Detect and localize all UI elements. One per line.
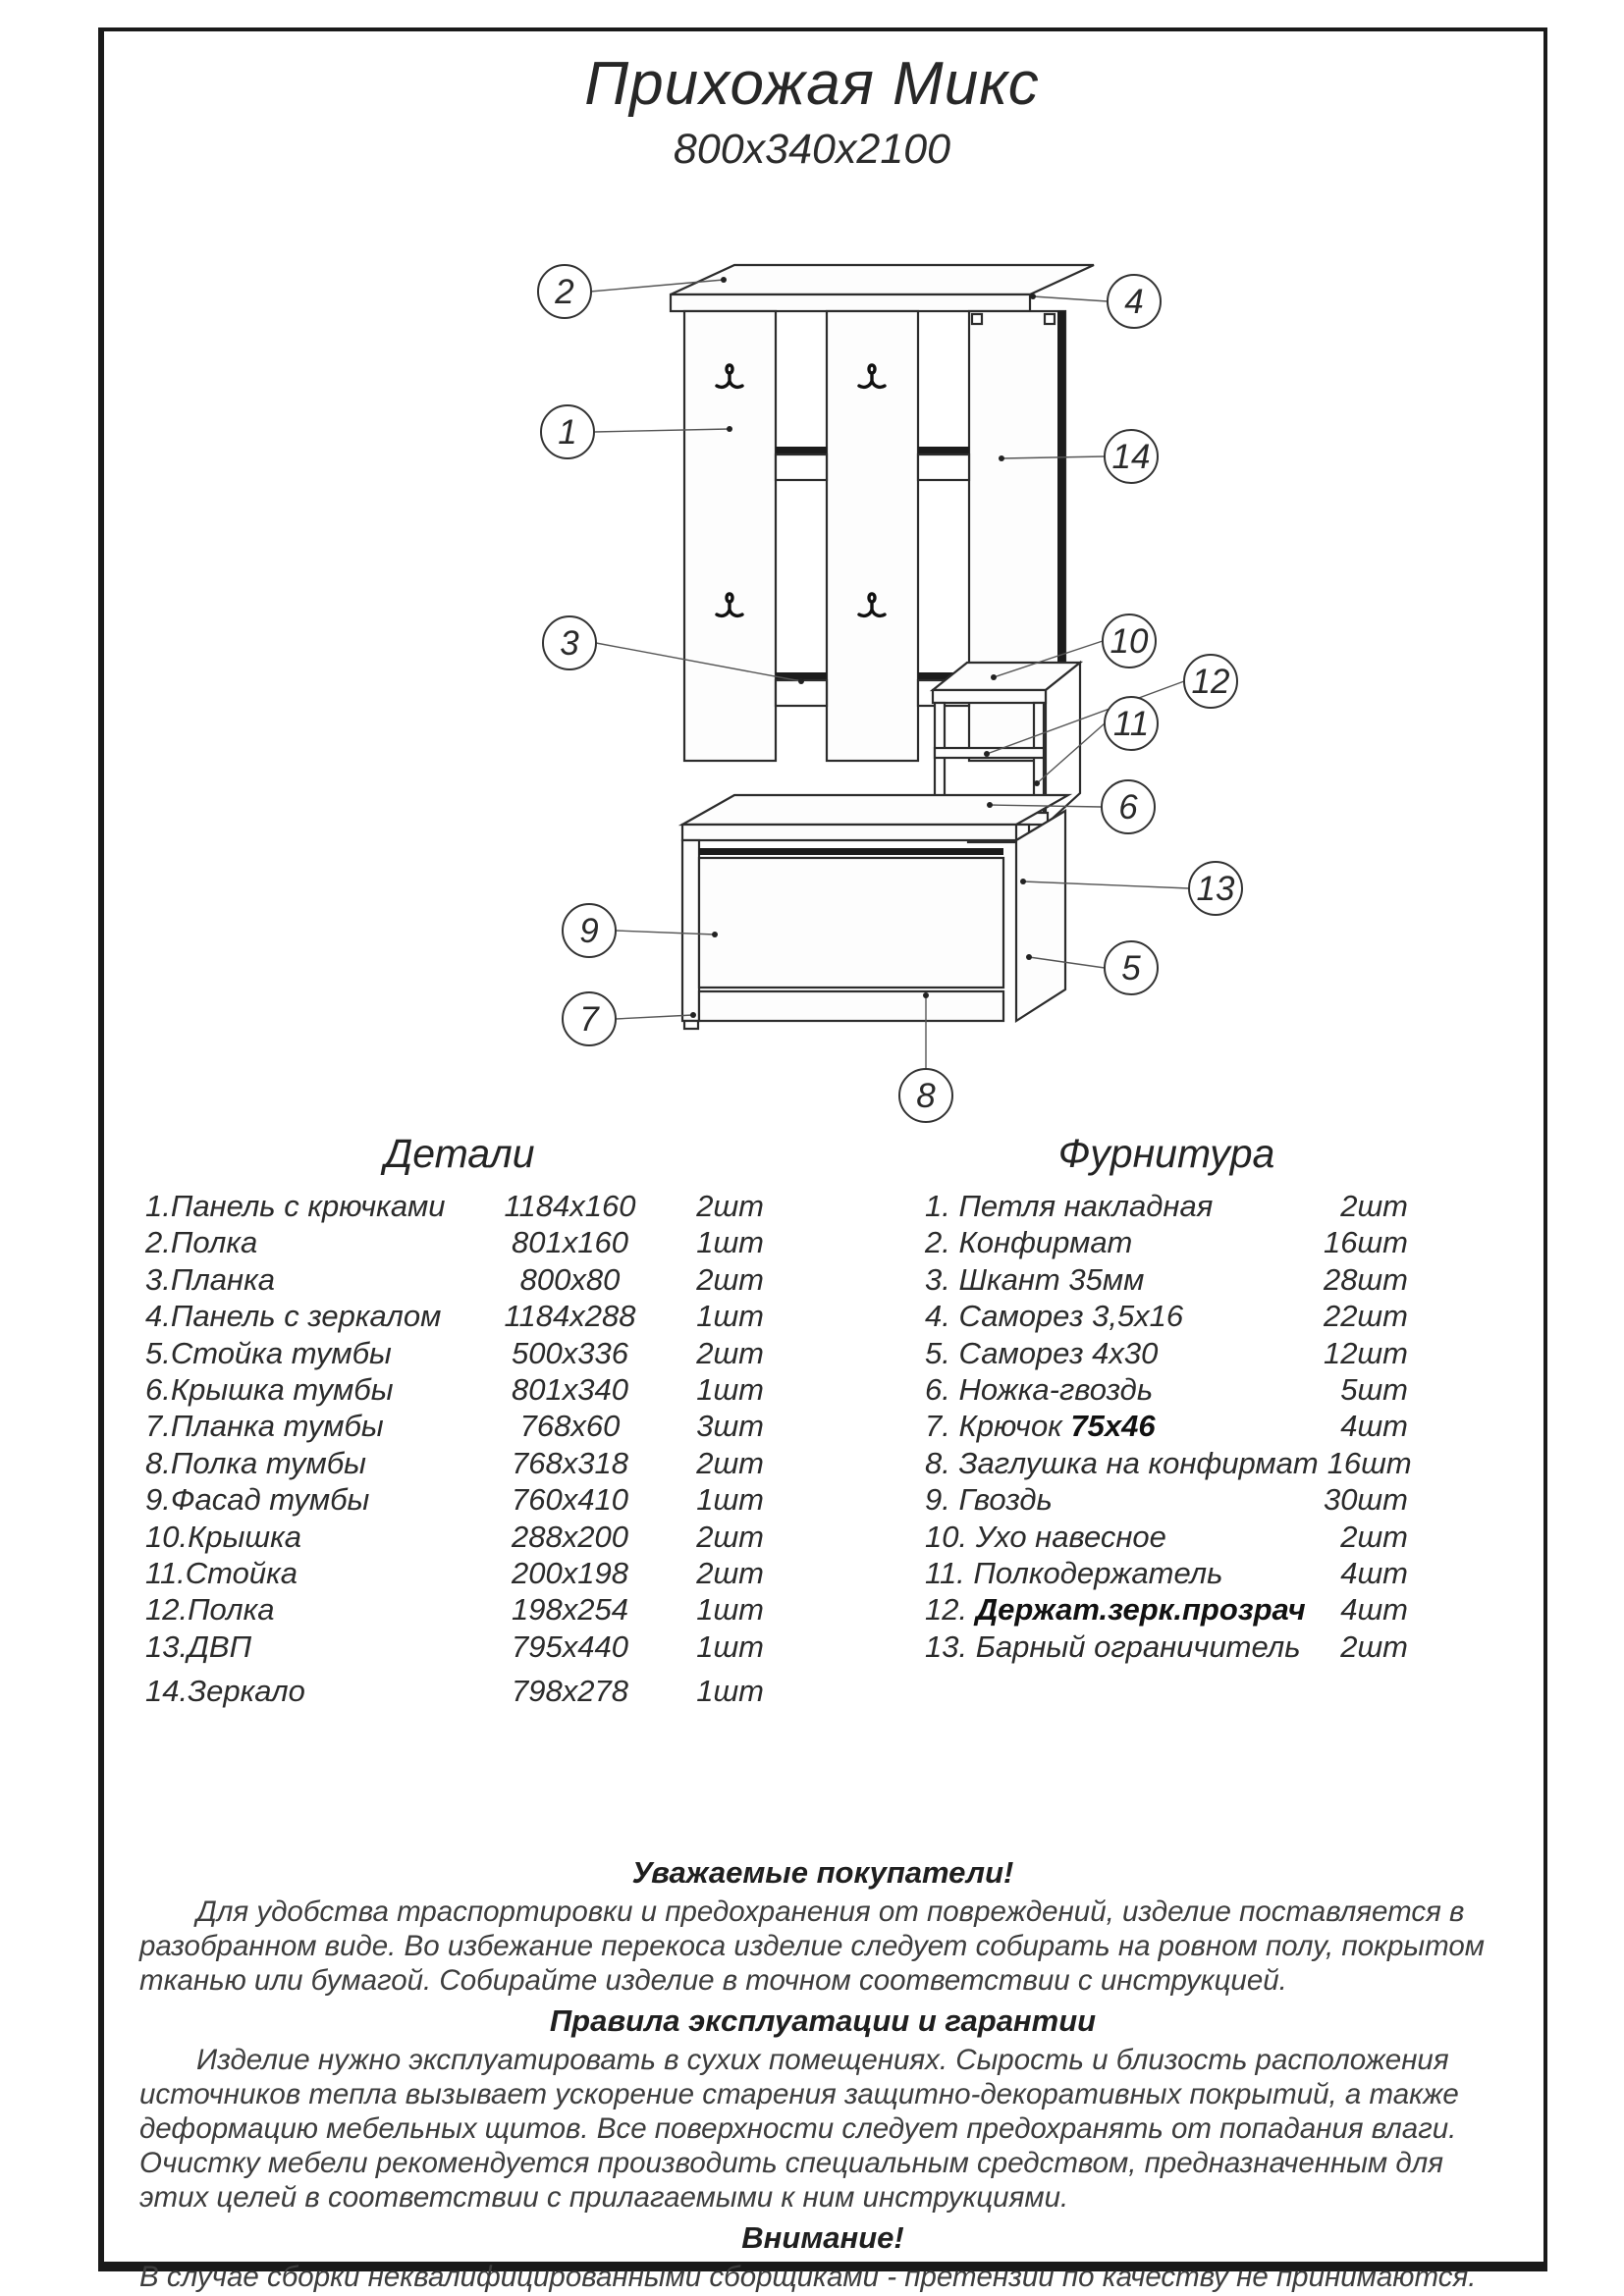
- customers-heading: Уважаемые покупатели!: [631, 1855, 1014, 1890]
- table-row: [145, 1592, 774, 1629]
- part-name: 3.Планка: [145, 1261, 275, 1297]
- hanging-ear-right: [1045, 314, 1055, 324]
- hardware-qty: 2шт: [1340, 1189, 1408, 1223]
- table-row: [925, 1445, 1412, 1482]
- callout-13: 13: [1196, 870, 1235, 908]
- table-row: [145, 1446, 774, 1482]
- callout-4: 4: [1124, 283, 1144, 321]
- callout-12: 12: [1191, 663, 1230, 701]
- cabinet-bottom-strip: [699, 991, 1003, 1021]
- part-name: 4.Панель с зеркалом: [145, 1299, 442, 1334]
- upper-unit: [671, 265, 1094, 842]
- part-name: 12.Полка: [145, 1592, 275, 1628]
- part-qty: 1шт: [696, 1592, 764, 1628]
- callout-11: 11: [1112, 705, 1150, 743]
- table-row: [145, 1225, 774, 1261]
- hardware-name: 6. Ножка-гвоздь: [925, 1371, 1154, 1407]
- hardware-list-title: Фурнитура: [1057, 1131, 1275, 1176]
- table-row: [145, 1629, 774, 1666]
- table-row: [925, 1520, 1408, 1556]
- hardware-qty: 2шт: [1340, 1629, 1408, 1664]
- cabinet-gap-shadow: [699, 848, 1003, 855]
- part-name: 9.Фасад тумбы: [145, 1482, 370, 1518]
- notes-section: [139, 1849, 1506, 2296]
- hardware-name: 13. Барный ограничитель: [925, 1629, 1301, 1664]
- hardware-qty: 16шт: [1323, 1225, 1408, 1260]
- hardware-qty: 22шт: [1323, 1299, 1408, 1334]
- table-row: [925, 1299, 1408, 1335]
- table-row: [925, 1482, 1408, 1519]
- part-qty: 1шт: [696, 1674, 764, 1709]
- cabinet-side-face: [1016, 811, 1065, 1021]
- part-name: 10.Крышка: [145, 1519, 302, 1554]
- parts-list-title: Детали: [384, 1131, 535, 1176]
- callout-8: 8: [916, 1077, 936, 1115]
- part-qty: 2шт: [696, 1445, 764, 1480]
- part-name: 8.Полка тумбы: [145, 1445, 366, 1480]
- table-row: [145, 1409, 774, 1445]
- table-row: [145, 1482, 774, 1519]
- part-size: 801х340: [512, 1371, 628, 1407]
- part-size: 760х410: [512, 1482, 628, 1518]
- part-size: 288х200: [512, 1519, 628, 1554]
- table-row: [925, 1409, 1408, 1445]
- rules-heading: Правила эксплуатации и гарантии: [549, 2003, 1097, 2038]
- part-size: 768х318: [512, 1445, 628, 1480]
- callout-5: 5: [1121, 949, 1141, 988]
- part-qty: 1шт: [696, 1629, 764, 1664]
- table-row: [145, 1674, 774, 1710]
- part-name: 7.Планка тумбы: [145, 1409, 384, 1444]
- part-size: 798х278: [512, 1674, 628, 1709]
- attention-note: В случае сборки неквалифицированными сборщиками - претензии по качеству не принимаются.: [139, 2261, 1477, 2293]
- hardware-name: 5. Саморез 4х30: [925, 1335, 1159, 1370]
- part-qty: 2шт: [696, 1335, 764, 1370]
- hardware-qty: 4шт: [1340, 1592, 1408, 1628]
- part-size: 800х80: [519, 1261, 621, 1297]
- part-size: 801х160: [512, 1225, 628, 1260]
- hardware-name: 9. Гвоздь: [925, 1482, 1053, 1518]
- part-name: 2.Полка: [145, 1225, 258, 1260]
- callout-9: 9: [579, 912, 599, 950]
- cabinet-foot: [684, 1021, 698, 1029]
- callout-14: 14: [1111, 438, 1151, 476]
- assembly-diagram: [0, 0, 1624, 1139]
- part-qty: 1шт: [696, 1225, 764, 1260]
- hardware-qty: 2шт: [1340, 1519, 1408, 1554]
- parts-list: [145, 1131, 774, 1710]
- part-name: 13.ДВП: [145, 1629, 252, 1664]
- callout-2: 2: [555, 273, 574, 311]
- part-qty: 1шт: [696, 1299, 764, 1334]
- cabinet-top-face: [682, 795, 1068, 825]
- table-row: [145, 1299, 774, 1335]
- hanging-ear-left: [972, 314, 982, 324]
- part-qty: 3шт: [696, 1409, 764, 1444]
- hardware-qty: 4шт: [1340, 1409, 1408, 1444]
- table-row: [925, 1262, 1408, 1299]
- callout-7: 7: [579, 1000, 599, 1039]
- hardware-name: 8. Заглушка на конфирмат: [925, 1445, 1319, 1480]
- part-size: 1184х160: [504, 1189, 636, 1223]
- part-name: 5.Стойка тумбы: [145, 1335, 392, 1370]
- table-row: [925, 1556, 1408, 1592]
- hardware-name: 10. Ухо навесное: [925, 1519, 1166, 1554]
- part-qty: 2шт: [696, 1261, 764, 1297]
- part-name: 6.Крышка тумбы: [145, 1371, 394, 1407]
- callout-10: 10: [1110, 622, 1149, 661]
- table-row: [925, 1592, 1408, 1629]
- cabinet-facade: [699, 858, 1003, 988]
- attention-heading: Внимание!: [741, 2220, 904, 2255]
- transport-note: Для удобства траспортировки и предохранения от повреждений, изделие поставляется в разобранном виде. Во избежание перекоса изделие следует собирать на ровном полу, покрытом тканью или бумагой. Собирайте изделие в точном соответствии с инструкцией.: [139, 1896, 1485, 1997]
- part-size: 795х440: [512, 1629, 628, 1664]
- table-row: [925, 1372, 1408, 1409]
- hardware-list: [925, 1131, 1412, 1666]
- callout-1: 1: [558, 413, 577, 452]
- top-shelf-top-face: [671, 265, 1094, 294]
- table-row: [145, 1520, 774, 1556]
- table-row: [925, 1336, 1408, 1372]
- part-size: 200х198: [512, 1555, 628, 1590]
- hardware-name: 11. Полкодержатель: [925, 1555, 1223, 1590]
- hardware-qty: 16шт: [1326, 1445, 1412, 1480]
- part-size: 500х336: [512, 1335, 628, 1370]
- part-qty: 2шт: [696, 1555, 764, 1590]
- callout-6: 6: [1118, 788, 1138, 827]
- lower-cabinet: [682, 795, 1068, 1029]
- part-qty: 2шт: [696, 1189, 764, 1223]
- table-row: [925, 1225, 1408, 1261]
- part-size: 768х60: [519, 1409, 621, 1444]
- table-row: [145, 1189, 774, 1225]
- part-qty: 2шт: [696, 1519, 764, 1554]
- hardware-name: 1. Петля накладная: [925, 1189, 1214, 1223]
- table-row: [145, 1336, 774, 1372]
- hardware-name: 2. Конфирмат: [925, 1225, 1133, 1260]
- hardware-qty: 28шт: [1323, 1261, 1408, 1297]
- product-dimensions: 800х340х2100: [673, 126, 951, 173]
- part-name: 11.Стойка: [145, 1555, 298, 1590]
- callout-3: 3: [560, 624, 579, 663]
- hardware-name: 12. Держат.зерк.прозрач: [925, 1592, 1306, 1628]
- hardware-qty: 4шт: [1340, 1555, 1408, 1590]
- cabinet-top-edge: [682, 825, 1016, 840]
- part-qty: 1шт: [696, 1371, 764, 1407]
- hardware-name: 4. Саморез 3,5х16: [925, 1299, 1184, 1334]
- hardware-qty: 30шт: [1323, 1482, 1408, 1518]
- cabinet-left-edge: [682, 840, 699, 1021]
- part-name: 1.Панель с крючками: [145, 1189, 446, 1223]
- table-row: [145, 1262, 774, 1299]
- hardware-qty: 12шт: [1323, 1335, 1408, 1370]
- page-title: Прихожая Микс: [584, 50, 1040, 118]
- part-size: 198х254: [512, 1592, 628, 1628]
- table-row: [145, 1372, 774, 1409]
- table-row: [925, 1189, 1408, 1225]
- part-size: 1184х288: [504, 1299, 636, 1334]
- part-name: 14.Зеркало: [145, 1674, 305, 1709]
- top-shelf-front-face: [671, 294, 1030, 311]
- table-row: [145, 1556, 774, 1592]
- usage-note: Изделие нужно эксплуатировать в сухих помещениях. Сырость и близость расположения источников тепла вызывает ускорение старения защитно-декоративных покрытий, а также деформацию мебельных щитов. Все поверхности следует предохранять от попадания влаги. Очистку мебели рекомендуется производить специальным средством, предназначенным для этих целей в соответствии с прилагаемыми к ним инструкциями.: [139, 2044, 1459, 2214]
- hardware-name: 7. Крючок 75х46: [925, 1409, 1156, 1444]
- part-qty: 1шт: [696, 1482, 764, 1518]
- table-row: [925, 1629, 1408, 1666]
- hardware-name: 3. Шкант 35мм: [925, 1261, 1145, 1297]
- hardware-qty: 5шт: [1340, 1371, 1408, 1407]
